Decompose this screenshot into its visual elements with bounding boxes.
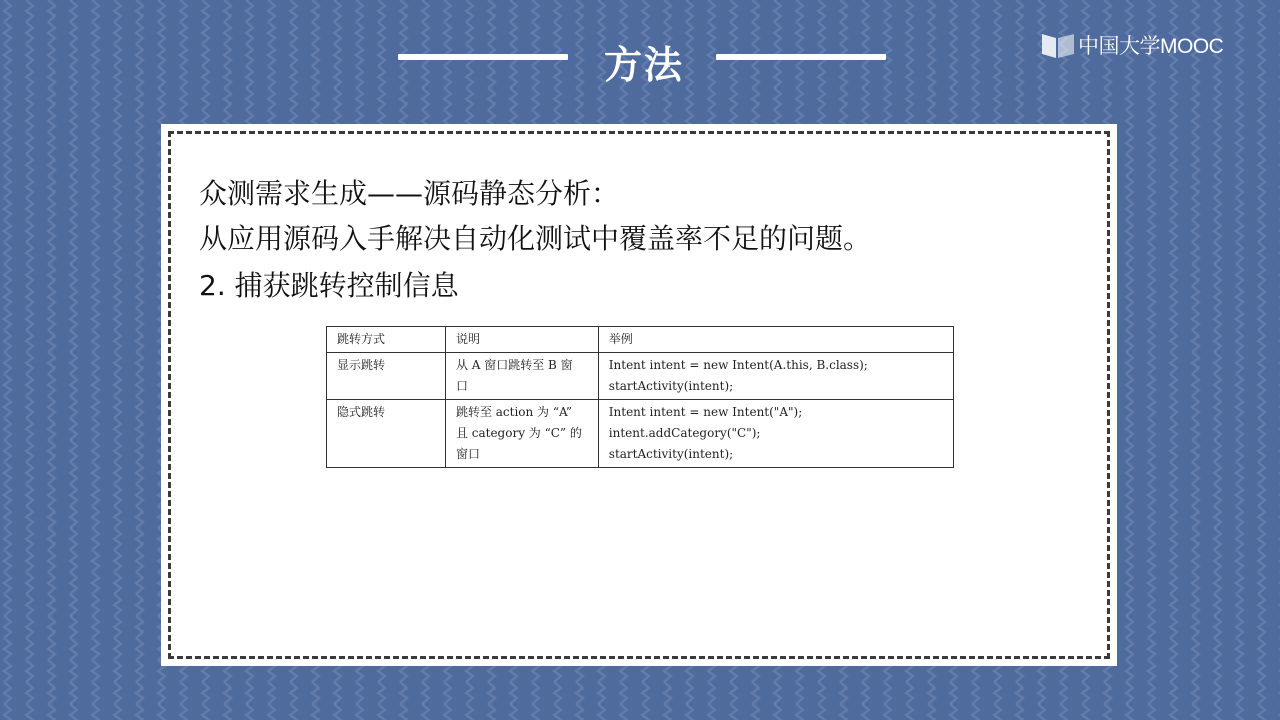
open-book-icon <box>1040 30 1076 60</box>
heading-line-2: 从应用源码入手解决自动化测试中覆盖率不足的问题。 <box>199 222 872 255</box>
table-header-cell: 跳转方式 <box>327 327 446 353</box>
desc-line: 口 <box>455 379 468 393</box>
table-row <box>327 400 954 468</box>
slide-title: 方法 <box>603 42 684 87</box>
jump-methods-table <box>326 326 954 468</box>
example-line: intent.addCategory("C"); <box>608 426 761 440</box>
heading-line-1: 众测需求生成——源码静态分析： <box>199 177 620 210</box>
example-line: Intent intent = new Intent("A"); <box>608 405 803 419</box>
mooc-logo <box>1040 28 1223 62</box>
table-header-cell: 举例 <box>598 327 953 353</box>
table-cell-type: 隐式跳转 <box>327 400 446 468</box>
table-cell-example <box>598 353 953 400</box>
desc-line: 跳转至 action 为 “A” <box>455 405 573 419</box>
desc-line: 从 A 窗口跳转至 B 窗 <box>455 358 573 372</box>
table-cell-example <box>598 400 953 468</box>
example-line: Intent intent = new Intent(A.this, B.class); <box>608 358 868 372</box>
content-panel <box>161 124 1117 666</box>
heading-line-3: 2. 捕获跳转控制信息 <box>199 269 459 302</box>
table-header-row <box>327 327 954 353</box>
logo-text: 中国大学MOOC <box>1078 35 1224 58</box>
desc-line: 窗口 <box>455 447 480 461</box>
example-line: startActivity(intent); <box>608 447 734 461</box>
table-cell-desc <box>445 400 598 468</box>
table-cell-desc <box>445 353 598 400</box>
desc-line: 且 category 为 “C” 的 <box>455 426 582 440</box>
title-decoration-line-right <box>716 54 886 60</box>
table-header-cell: 说明 <box>445 327 598 353</box>
table-cell-type: 显示跳转 <box>327 353 446 400</box>
example-line: startActivity(intent); <box>608 379 734 393</box>
table-row <box>327 353 954 400</box>
title-decoration-line-left <box>398 54 568 60</box>
